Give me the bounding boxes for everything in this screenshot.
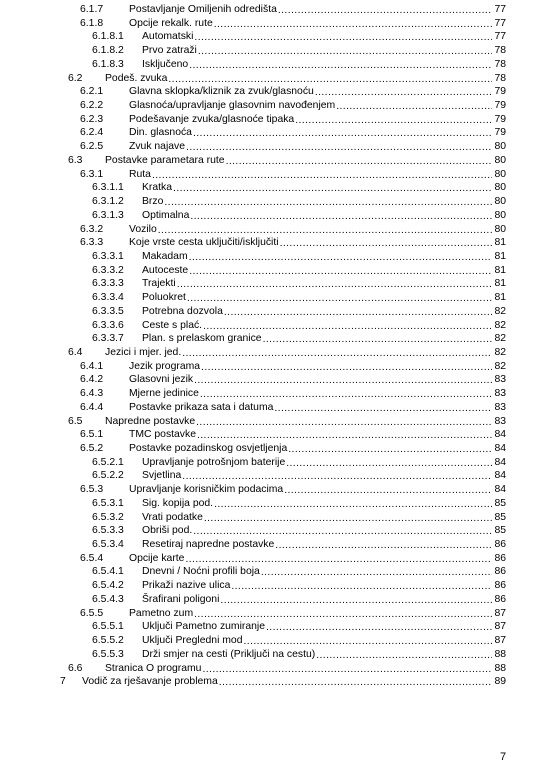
toc-entry-leader (142, 511, 506, 525)
toc-entry-number: 6.3.3.6 (92, 319, 124, 331)
toc-entry-leader (142, 648, 506, 662)
toc-entry-title: Plan. s prelaskom granice ..... (142, 333, 262, 344)
toc-entry-title: Ruta ..... (129, 169, 151, 180)
toc-entry-number: 6.2.5 (80, 141, 104, 153)
toc-entry-title: Resetiraj napredne postavke ..... (142, 539, 274, 550)
toc-entry-number: 6.3.3 (80, 237, 104, 249)
toc-entry-number: 6.2.4 (80, 127, 104, 139)
toc-entry-number: 6.5.3 (80, 484, 104, 496)
toc-entry-number: 6.2.1 (80, 86, 104, 98)
toc-entry-page: 79 (494, 127, 506, 139)
toc-entry-leader (142, 58, 506, 72)
toc-entry-leader (142, 538, 506, 552)
toc-entry-leader (129, 168, 506, 182)
toc-entry-leader (142, 524, 506, 538)
toc-entry[interactable] (0, 30, 544, 44)
toc-entry-title: Glavna sklopka/kliznik za zvuk/glasnoću ..... (129, 86, 314, 97)
toc-entry-page: 80 (494, 223, 506, 235)
toc-entry-page: 83 (494, 401, 506, 413)
toc-entry-leader (142, 44, 506, 58)
toc-entry-number: 6.5.4 (80, 552, 104, 564)
toc-entry-leader (129, 373, 506, 387)
toc-entry-leader (105, 72, 506, 86)
toc-entry-page: 82 (494, 305, 506, 317)
toc-entry-page: 77 (494, 17, 506, 29)
toc-entry-number: 6.5.2 (80, 443, 104, 454)
toc-entry-number: 6.5.5.2 (92, 635, 124, 647)
toc-entry-number: 6.6 (68, 662, 83, 674)
toc-entry-leader (129, 483, 506, 497)
toc-entry-page: 80 (494, 141, 506, 153)
toc-entry-title: Poluokret ..... (142, 292, 186, 303)
toc-entry-page: 79 (494, 86, 506, 98)
toc-entry-title: Podešavanje zvuka/glasnoće tipaka ..... (129, 114, 294, 125)
toc-entry[interactable] (0, 319, 544, 333)
toc-entry-leader (142, 250, 506, 264)
toc-entry[interactable] (0, 332, 544, 346)
toc-entry[interactable] (0, 469, 544, 483)
toc-entry-page: 82 (494, 360, 506, 372)
toc-entry[interactable] (0, 648, 544, 662)
toc-entry-leader (142, 30, 506, 44)
toc-entry-title: Drži smjer na cesti (Priključi na cestu) ..... (142, 649, 315, 660)
toc-entry[interactable] (0, 44, 544, 58)
toc-entry-title: Automatski ..... (142, 31, 193, 42)
toc-entry-page: 84 (494, 429, 506, 441)
toc-entry[interactable] (0, 579, 544, 593)
toc-entry-title: Napredne postavke ..... (105, 416, 195, 427)
toc-entry-number: 6.4 (68, 346, 83, 358)
toc-entry[interactable] (0, 565, 544, 579)
toc-entry-title: Uključi Pametno zumiranje ..... (142, 621, 265, 632)
toc-entry-title: Uključi Pregledni mod ..... (142, 635, 243, 646)
toc-entry-title: Isključeno ..... (142, 59, 188, 70)
toc-entry[interactable] (0, 415, 544, 429)
toc-entry-title: Sig. kopija pod. ..... (142, 498, 213, 509)
toc-entry-page: 85 (494, 497, 506, 509)
toc-entry-page: 84 (494, 470, 506, 482)
toc-entry-title: Postavke pozadinskog osvjetljenja ..... (129, 443, 287, 454)
toc-entry-number: 6.3.3.5 (92, 305, 124, 317)
toc-entry-title: Din. glasnoća ..... (129, 127, 192, 138)
toc-entry-page: 80 (494, 196, 506, 208)
toc-entry-number: 6.2 (68, 72, 83, 84)
toc-entry-number: 6.2.3 (80, 113, 104, 125)
toc-entry-title: Jezik programa ..... (129, 361, 200, 372)
toc-entry-leader (129, 17, 506, 31)
toc-entry-page: 86 (494, 580, 506, 592)
toc-entry[interactable] (0, 113, 544, 127)
toc-entry-page: 81 (494, 237, 506, 249)
toc-entry-page: 84 (494, 456, 506, 468)
toc-entry-title: Pametno zum ..... (129, 608, 193, 619)
toc-entry-page: 77 (494, 31, 506, 43)
toc-entry-page: 79 (494, 100, 506, 112)
toc-entry-title: Opcije rekalk. rute ..... (129, 18, 213, 29)
toc-entry-number: 6.5.4.3 (92, 593, 124, 605)
toc-entry-number: 6.3.1 (80, 168, 104, 180)
toc-entry-page: 80 (494, 168, 506, 180)
toc-entry-title: Zvuk najave ..... (129, 141, 185, 152)
toc-entry-title: Obriši pod. ..... (142, 525, 192, 536)
toc-entry-number: 6.1.7 (80, 4, 104, 15)
toc-entry-leader (129, 401, 506, 415)
toc-entry-leader (142, 565, 506, 579)
toc-entry[interactable] (0, 154, 544, 168)
toc-entry-leader (129, 607, 506, 621)
toc-entry-number: 6.3.3.2 (92, 264, 124, 276)
toc-entry-number: 6.4.3 (80, 388, 104, 400)
toc-entry[interactable] (0, 277, 544, 291)
toc-entry[interactable] (0, 17, 544, 31)
toc-entry-page: 88 (494, 648, 506, 660)
toc-entry-number: 6.5.4.1 (92, 566, 124, 578)
toc-entry-number: 6.4.1 (80, 360, 104, 372)
toc-entry-page: 86 (494, 566, 506, 578)
toc-entry-number: 6.5.2.2 (92, 470, 124, 482)
toc-entry-leader (82, 675, 506, 689)
toc-entry-number: 6.5.4.2 (92, 580, 124, 592)
toc-entry[interactable] (0, 456, 544, 470)
toc-entry-page: 87 (494, 621, 506, 633)
toc-entry-title: Jezici i mjer. jed. ..... (105, 347, 181, 358)
toc-entry-leader (105, 346, 506, 360)
toc-entry-number: 6.3.3.1 (92, 250, 124, 262)
toc-entry-number: 6.4.2 (80, 374, 104, 386)
toc-entry-page: 82 (494, 346, 506, 358)
toc-entry-leader (129, 223, 506, 237)
toc-entry-number: 6.5.2.1 (92, 456, 124, 468)
toc-entry-leader (142, 332, 506, 346)
toc-entry-number: 6.5.1 (80, 429, 104, 441)
toc-entry[interactable] (0, 387, 544, 401)
toc-entry-title: Postavke parametara rute ..... (105, 155, 225, 166)
toc-entry-leader (105, 154, 506, 168)
toc-entry-page: 87 (494, 635, 506, 647)
toc-entry-title: Vrati podatke ..... (142, 512, 203, 523)
toc-entry[interactable] (0, 168, 544, 182)
toc-entry-title: Kratka ..... (142, 182, 172, 193)
toc-entry-leader (142, 319, 506, 333)
toc-entry-number: 6.1.8.2 (92, 45, 124, 57)
toc-entry-title: Prvo zatraži ..... (142, 45, 197, 56)
toc-entry-title: Opcije karte ..... (129, 553, 184, 564)
table-of-contents (0, 3, 544, 689)
toc-entry-leader (142, 456, 506, 470)
toc-entry-number: 6.5.5 (80, 607, 104, 619)
toc-entry-leader (142, 620, 506, 634)
toc-entry-page: 81 (494, 264, 506, 276)
toc-entry[interactable] (0, 634, 544, 648)
toc-entry-page: 89 (494, 676, 506, 688)
toc-entry-page: 83 (494, 415, 506, 427)
toc-entry[interactable] (0, 401, 544, 415)
toc-entry-leader (129, 387, 506, 401)
toc-entry-title: TMC postavke ..... (129, 429, 196, 440)
toc-entry[interactable] (0, 483, 544, 497)
toc-entry-title: Glasovni jezik ..... (129, 374, 193, 385)
toc-entry-leader (142, 579, 506, 593)
toc-entry-leader (129, 99, 506, 113)
toc-entry-page: 80 (494, 209, 506, 221)
toc-entry-leader (142, 469, 506, 483)
toc-entry-number: 6.5 (68, 415, 83, 427)
toc-entry-number: 6.1.8 (80, 17, 104, 29)
toc-entry[interactable] (0, 593, 544, 607)
toc-entry-leader (105, 662, 506, 676)
toc-entry[interactable] (0, 99, 544, 113)
toc-entry-number: 6.3.3.4 (92, 292, 124, 304)
toc-entry-page: 84 (494, 484, 506, 496)
toc-entry-page: 87 (494, 607, 506, 619)
toc-entry-page: 86 (494, 552, 506, 564)
toc-entry-number: 6.3 (68, 154, 83, 166)
toc-entry[interactable] (0, 58, 544, 72)
toc-entry-leader (105, 415, 506, 429)
toc-entry-number: 6.4.4 (80, 401, 104, 413)
toc-entry-number: 6.3.3.3 (92, 278, 124, 290)
toc-entry[interactable] (0, 291, 544, 305)
toc-entry-leader (129, 360, 506, 374)
toc-entry-title: Ceste s plać. ..... (142, 320, 202, 331)
toc-entry-leader (142, 195, 506, 209)
toc-entry-number: 6.3.3.7 (92, 333, 124, 345)
toc-entry-leader (129, 3, 506, 17)
toc-entry[interactable] (0, 85, 544, 99)
toc-entry[interactable] (0, 538, 544, 552)
toc-entry[interactable] (0, 250, 544, 264)
toc-entry-title: Brzo ..... (142, 196, 163, 207)
toc-entry-page: 81 (494, 278, 506, 290)
toc-entry[interactable] (0, 223, 544, 237)
toc-entry-page: 80 (494, 154, 506, 166)
toc-entry-page: 85 (494, 511, 506, 523)
toc-entry-number: 6.3.2 (80, 223, 104, 235)
toc-entry-page: 77 (494, 4, 506, 15)
toc-entry-page: 86 (494, 539, 506, 551)
toc-entry[interactable] (0, 195, 544, 209)
toc-entry-title: Svjetlina ..... (142, 470, 181, 481)
toc-entry-page: 84 (494, 443, 506, 454)
toc-entry-title: Koje vrste cesta uključiti/isključiti ..... (129, 237, 279, 248)
toc-entry-title: Potrebna dozvola ..... (142, 306, 223, 317)
toc-entry[interactable] (0, 264, 544, 278)
toc-entry-title: Dnevni / Noćni profili boja ..... (142, 566, 260, 577)
toc-entry-page: 78 (494, 58, 506, 70)
toc-entry-title: Podeš. zvuka ..... (105, 73, 167, 84)
toc-entry-page: 88 (494, 662, 506, 674)
toc-entry-page: 78 (494, 72, 506, 84)
toc-entry-number: 6.1.8.3 (92, 58, 124, 70)
toc-entry[interactable] (0, 497, 544, 511)
toc-entry[interactable] (0, 140, 544, 154)
toc-entry[interactable] (0, 346, 544, 360)
toc-entry-number: 6.5.5.3 (92, 648, 124, 660)
toc-entry-page: 79 (494, 113, 506, 125)
toc-entry-leader (129, 85, 506, 99)
toc-entry-leader (142, 181, 506, 195)
toc-entry-title: Postavke prikaza sata i datuma ..... (129, 402, 273, 413)
toc-entry-leader (129, 126, 506, 140)
toc-entry[interactable] (0, 524, 544, 538)
toc-entry-leader (129, 140, 506, 154)
toc-entry[interactable] (0, 209, 544, 223)
toc-entry-leader (142, 277, 506, 291)
toc-entry[interactable] (0, 442, 544, 456)
toc-entry-title: Upravljanje korisničkim podacima ..... (129, 484, 283, 495)
toc-entry[interactable] (0, 72, 544, 86)
toc-entry-page: 80 (494, 182, 506, 194)
toc-entry-leader (142, 634, 506, 648)
toc-entry-leader (129, 236, 506, 250)
toc-entry-page: 83 (494, 388, 506, 400)
toc-entry-number: 6.3.1.3 (92, 209, 124, 221)
toc-entry[interactable] (0, 3, 544, 17)
toc-entry-page: 81 (494, 292, 506, 304)
toc-entry-title: Stranica O programu ..... (105, 663, 201, 674)
toc-entry[interactable] (0, 511, 544, 525)
toc-entry[interactable] (0, 373, 544, 387)
toc-entry-leader (142, 593, 506, 607)
toc-entry-page: 78 (494, 45, 506, 57)
toc-entry-page: 82 (494, 333, 506, 345)
toc-entry[interactable] (0, 126, 544, 140)
toc-entry[interactable] (0, 181, 544, 195)
toc-entry[interactable] (0, 552, 544, 566)
toc-entry-page: 81 (494, 250, 506, 262)
toc-entry-leader (129, 442, 506, 456)
toc-entry-number: 6.1.8.1 (92, 31, 124, 43)
toc-entry[interactable] (0, 360, 544, 374)
toc-entry-title: Autoceste ..... (142, 265, 188, 276)
toc-entry-leader (142, 305, 506, 319)
toc-entry-page: 82 (494, 319, 506, 331)
toc-entry-number: 6.5.5.1 (92, 621, 124, 633)
page-number: 7 (500, 751, 507, 763)
toc-entry-number: 6.2.2 (80, 100, 104, 112)
toc-entry-leader (142, 291, 506, 305)
toc-entry-leader (142, 497, 506, 511)
toc-entry-title: Vozilo ..... (129, 224, 157, 235)
toc-entry-title: Optimalna ..... (142, 210, 189, 221)
toc-entry-title: Makadam ..... (142, 251, 188, 262)
toc-entry-number: 6.3.1.2 (92, 196, 124, 208)
toc-entry-title: Prikaži nazive ulica ..... (142, 580, 230, 591)
toc-entry-number: 6.5.3.4 (92, 539, 124, 551)
toc-entry[interactable] (0, 675, 544, 689)
toc-entry-title: Postavljanje Omiljenih odredišta ..... (129, 4, 277, 15)
toc-entry-number: 6.5.3.2 (92, 511, 124, 523)
toc-entry-page: 83 (494, 374, 506, 386)
toc-entry-number: 7 (60, 676, 66, 688)
toc-entry-leader (129, 552, 506, 566)
toc-entry[interactable] (0, 662, 544, 676)
toc-entry-page: 85 (494, 525, 506, 537)
toc-entry[interactable] (0, 428, 544, 442)
toc-entry[interactable] (0, 620, 544, 634)
toc-entry-title: Vodič za rješavanje problema ..... (82, 676, 218, 687)
toc-entry-title: Šrafirani poligoni ..... (142, 594, 219, 605)
toc-entry-number: 6.3.1.1 (92, 182, 124, 194)
toc-entry-title: Mjerne jedinice ..... (129, 388, 199, 399)
toc-entry-number: 6.5.3.1 (92, 497, 124, 509)
toc-entry-leader (129, 428, 506, 442)
toc-entry-leader (142, 209, 506, 223)
toc-entry[interactable] (0, 607, 544, 621)
toc-entry-title: Glasnoća/upravljanje glasovnim navođenjem ..... (129, 100, 335, 111)
toc-entry-page: 86 (494, 593, 506, 605)
toc-entry-leader (129, 113, 506, 127)
toc-entry-title: Trajekti ..... (142, 278, 176, 289)
toc-entry-number: 6.5.3.3 (92, 525, 124, 537)
toc-entry[interactable] (0, 305, 544, 319)
toc-entry[interactable] (0, 236, 544, 250)
toc-entry-title: Upravljanje potrošnjom baterije ..... (142, 457, 285, 468)
toc-entry-leader (142, 264, 506, 278)
